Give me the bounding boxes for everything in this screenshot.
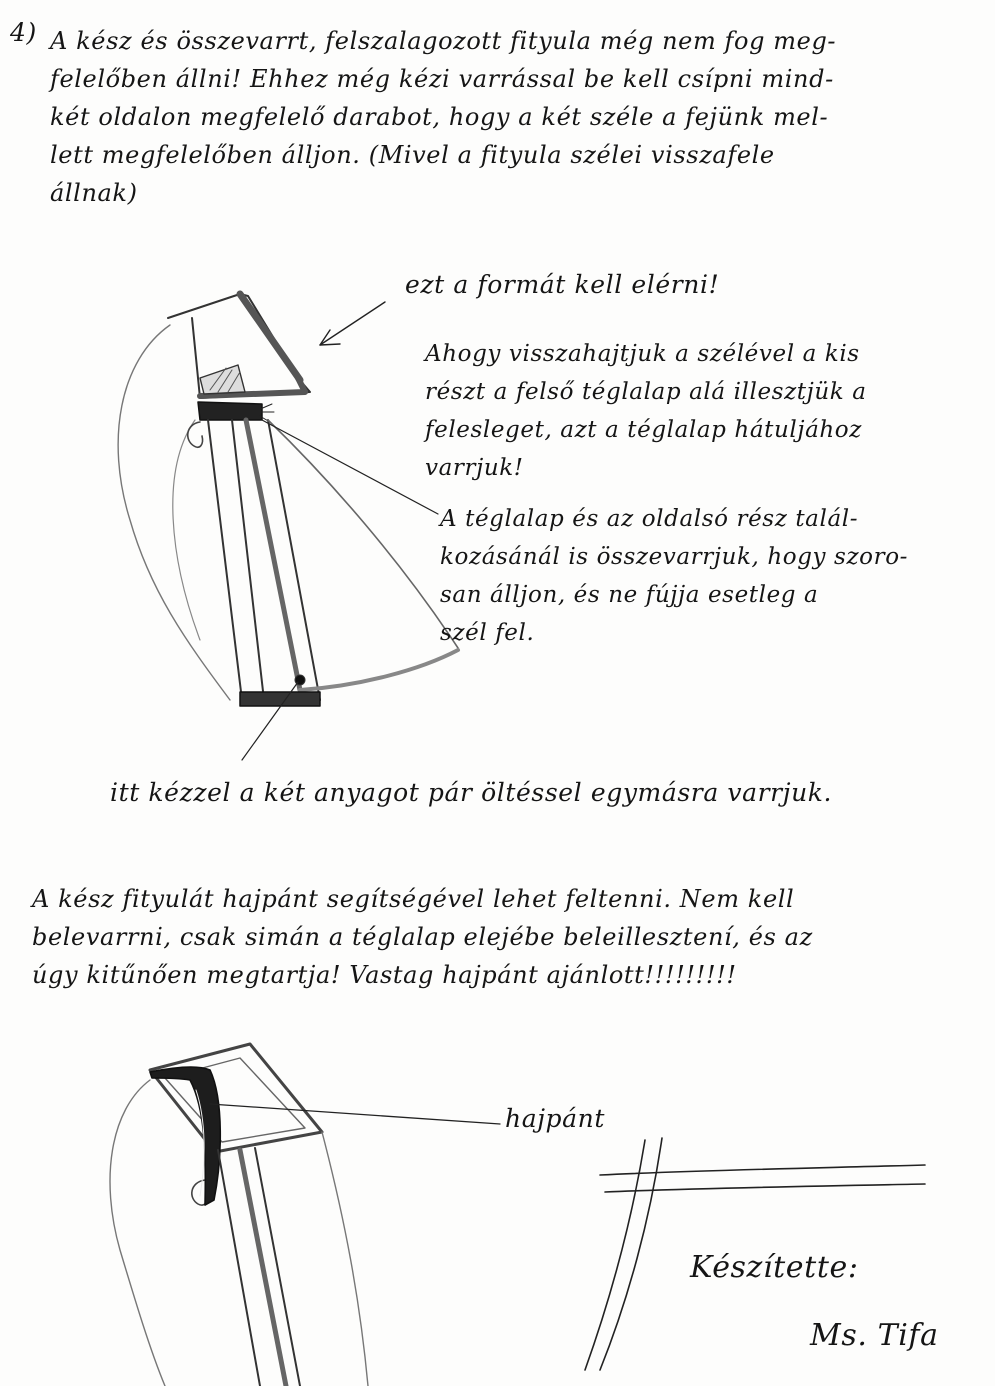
shape-note: ezt a formát kell elérni!: [405, 270, 720, 299]
intro-line: állnak): [50, 179, 138, 207]
headband-line: úgy kitűnően megtartja! Vastag hajpánt ajánlott!!!!!!!!!: [32, 961, 737, 989]
fold-note-line: varrjuk!: [425, 455, 524, 481]
intro-line: felelőben állni! Ehhez még kézi varrással be kell csípni mind-: [50, 65, 834, 93]
headband-line: belevarrni, csak simán a téglalap elejébe beleillesztení, és az: [32, 923, 813, 951]
join-note-line: szél fel.: [440, 620, 535, 646]
section-number: 4): [10, 18, 37, 47]
join-note-line: A téglalap és az oldalsó rész talál-: [440, 506, 859, 532]
join-note-line: kozásánál is összevarrjuk, hogy szoro-: [440, 544, 909, 570]
fold-note-line: felesleget, azt a téglalap hátuljához: [425, 417, 862, 443]
made-by-label: Készítette:: [690, 1250, 859, 1285]
fold-note-line: Ahogy visszahajtjuk a szélével a kis: [425, 341, 860, 367]
intro-line: lett megfelelőben álljon. (Mivel a fityula szélei visszafele: [50, 141, 775, 169]
intro-line: két oldalon megfelelő darabot, hogy a két széle a fejünk mel-: [50, 103, 829, 131]
intro-line: A kész és összevarrt, felszalagozott fityula még nem fog meg-: [50, 27, 837, 55]
headband-label: hajpánt: [505, 1104, 606, 1133]
signature: Ms. Tifa: [810, 1318, 939, 1353]
headband-line: A kész fityulát hajpánt segítségével lehet feltenni. Nem kell: [32, 885, 795, 913]
join-note-line: san álljon, és ne fújja esetleg a: [440, 582, 819, 608]
fold-note-line: részt a felső téglalap alá illesztjük a: [425, 379, 867, 405]
stitch-note: itt kézzel a két anyagot pár öltéssel egymásra varrjuk.: [110, 778, 833, 807]
